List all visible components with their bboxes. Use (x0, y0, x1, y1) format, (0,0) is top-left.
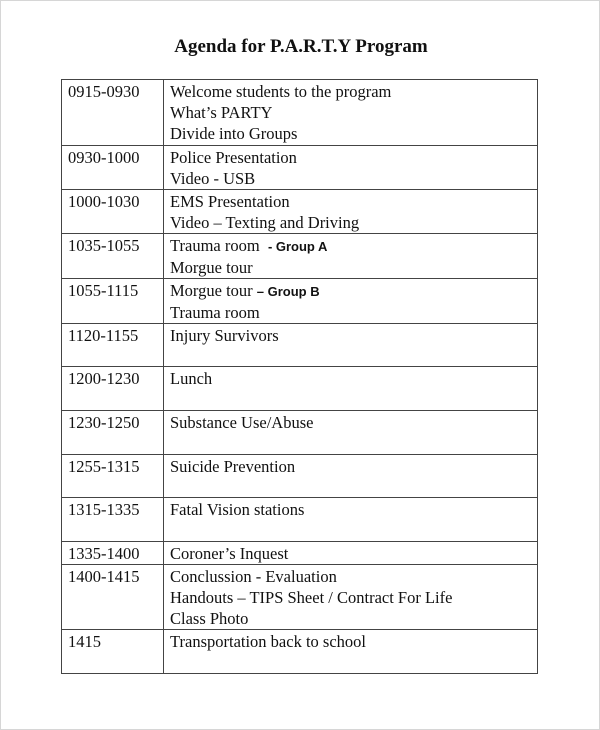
activity-text: Video – Texting and Driving (170, 213, 360, 232)
activity-line (170, 566, 537, 587)
agenda-activity (164, 411, 538, 455)
agenda-time: 0915-0930 (62, 80, 164, 146)
agenda-activity (164, 80, 538, 146)
activity-line (170, 368, 537, 389)
agenda-time: 1230-1250 (62, 411, 164, 455)
agenda-time: 1120-1155 (62, 324, 164, 367)
agenda-row (62, 367, 538, 411)
agenda-time: 0930-1000 (62, 146, 164, 190)
agenda-row (62, 542, 538, 565)
agenda-activity (164, 190, 538, 234)
activity-line (170, 191, 537, 212)
agenda-activity (164, 630, 538, 674)
agenda-time: 1035-1055 (62, 234, 164, 279)
activity-text: Video - USB (170, 169, 256, 188)
activity-text: Conclussion - Evaluation (170, 567, 337, 586)
agenda-time: 1000-1030 (62, 190, 164, 234)
activity-text: EMS Presentation (170, 192, 290, 211)
activity-line (170, 81, 537, 102)
agenda-row (62, 455, 538, 498)
agenda-time: 1255-1315 (62, 455, 164, 498)
agenda-activity (164, 498, 538, 542)
activity-text: Morgue tour (170, 258, 253, 277)
agenda-activity (164, 542, 538, 565)
agenda-activity (164, 367, 538, 411)
activity-text: Morgue tour (170, 281, 257, 300)
agenda-row (62, 279, 538, 324)
activity-text: Suicide Prevention (170, 457, 296, 476)
activity-line (170, 543, 537, 564)
agenda-activity (164, 324, 538, 367)
activity-text: Substance Use/Abuse (170, 413, 314, 432)
agenda-activity (164, 565, 538, 630)
agenda-time: 1200-1230 (62, 367, 164, 411)
activity-text: Handouts – TIPS Sheet / Contract For Life (170, 588, 453, 607)
activity-line (170, 302, 537, 323)
page-title: Agenda for P.A.R.T.Y Program (174, 36, 428, 57)
activity-line (170, 412, 537, 433)
activity-line (170, 280, 537, 302)
activity-line (170, 456, 537, 477)
activity-text: What’s PARTY (170, 103, 273, 122)
activity-line (170, 102, 537, 123)
activity-text: Class Photo (170, 609, 249, 628)
agenda-time: 1415 (62, 630, 164, 674)
activity-line (170, 631, 537, 652)
agenda-activity (164, 146, 538, 190)
group-tag: - Group A (267, 239, 328, 254)
activity-text: Lunch (170, 369, 213, 388)
activity-text: Divide into Groups (170, 124, 298, 143)
agenda-activity (164, 279, 538, 324)
activity-line (170, 257, 537, 278)
activity-text: Police Presentation (170, 148, 297, 167)
activity-line (170, 123, 537, 144)
agenda-activity (164, 455, 538, 498)
agenda-time: 1055-1115 (62, 279, 164, 324)
agenda-row (62, 565, 538, 630)
activity-text: Injury Survivors (170, 326, 279, 345)
activity-line (170, 168, 537, 189)
agenda-time: 1400-1415 (62, 565, 164, 630)
agenda-row (62, 190, 538, 234)
activity-line (170, 499, 537, 520)
activity-text: Fatal Vision stations (170, 500, 305, 519)
activity-line (170, 235, 537, 257)
activity-line (170, 325, 537, 346)
agenda-row (62, 234, 538, 279)
activity-line (170, 587, 537, 608)
activity-text: Welcome students to the program (170, 82, 392, 101)
agenda-time: 1315-1335 (62, 498, 164, 542)
agenda-row (62, 498, 538, 542)
agenda-row (62, 146, 538, 190)
activity-text: Trauma room (170, 236, 268, 255)
agenda-table (61, 79, 538, 674)
activity-line (170, 212, 537, 233)
agenda-row (62, 411, 538, 455)
agenda-row (62, 324, 538, 367)
activity-line (170, 147, 537, 168)
activity-text: Coroner’s Inquest (170, 544, 289, 563)
agenda-row (62, 630, 538, 674)
activity-text: Transportation back to school (170, 632, 366, 651)
activity-line (170, 608, 537, 629)
agenda-table-body (62, 80, 538, 674)
agenda-activity (164, 234, 538, 279)
group-tag: – Group B (256, 284, 320, 299)
activity-text: Trauma room (170, 303, 260, 322)
agenda-row (62, 80, 538, 146)
agenda-time: 1335-1400 (62, 542, 164, 565)
